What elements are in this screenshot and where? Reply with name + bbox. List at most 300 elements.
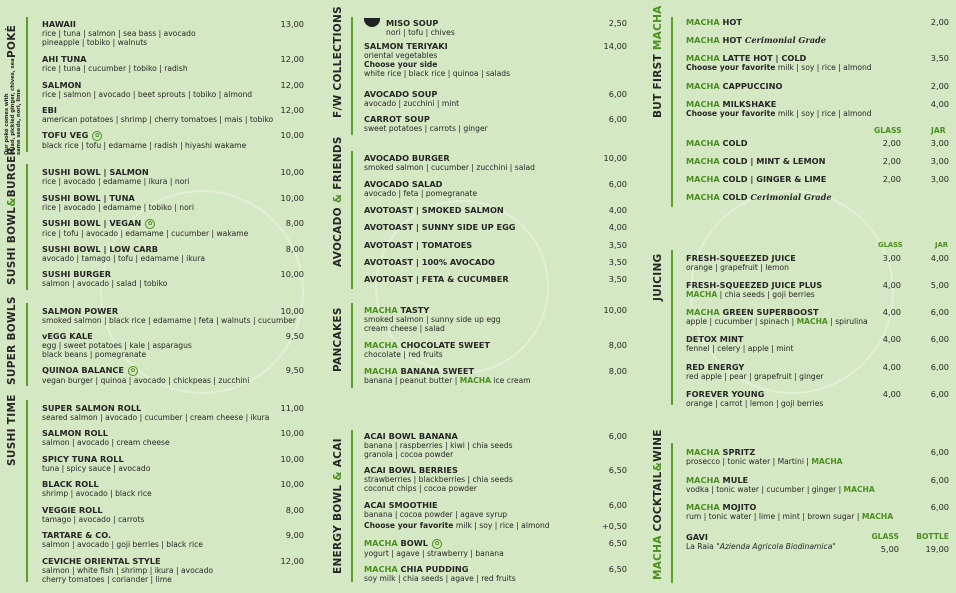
item-name: AVOCADO BURGER [364,153,450,163]
list-item [42,365,304,385]
section-title-energy-bowl-acai [332,435,344,577]
vegan-leaf-icon: ✿ [432,539,442,549]
list-item [42,244,304,263]
item-description: apple | cucumber | spinach | [686,317,797,326]
item-description: fennel | celery | apple | mint [686,344,794,353]
item-description: rice | tuna | cucumber | tobiko | radish [42,64,188,73]
section-title-juicing: JUICING [652,253,664,301]
list-item [364,465,627,493]
item-price: 3,50 [930,53,949,63]
section-divider [26,400,28,582]
list-item [364,366,627,385]
item-name-prefix: MACHA [364,340,398,350]
item-name: AVOCADO SALAD [364,179,443,189]
item-price: 9,00 [285,530,304,540]
item-name-prefix: MACHA [686,447,720,457]
item-price: 12,00 [280,80,304,90]
item-description: granola | cocoa powder [364,450,454,460]
item-price-jar: 6,00 [930,389,949,399]
item-name: TARTARE & CO. [42,530,112,540]
item-name: SUSHI BOWL | TUNA [42,193,135,203]
item-name-prefix: MACHA [686,156,720,166]
list-item [686,280,949,299]
item-name: GREEN SUPERBOOST [722,307,819,317]
section-divider [351,17,353,135]
item-description: vodka | tonic water | cucumber | ginger | [686,485,844,494]
item-price-bottle: 19,00 [925,544,949,554]
list-item [42,505,304,524]
list-item [42,105,304,124]
list-item [42,403,304,422]
vegan-leaf-icon: ✿ [92,131,102,141]
list-item [42,454,304,473]
list-item [686,334,949,353]
list-item [686,389,949,408]
section-title-part: FRIENDS [332,136,344,190]
list-item [686,156,949,166]
section-title-ampersand: & [332,193,344,204]
item-description: cream cheese | salad [364,324,445,334]
list-item [686,81,949,91]
item-price: 3,50 [608,257,627,267]
item-description: orange | carrot | lemon | goji berries [686,399,824,408]
item-description: salmon | avocado | salad | tobiko [42,279,168,288]
item-price-jar: 4,00 [930,253,949,263]
item-price: 2,00 [930,17,949,27]
list-item [42,80,304,99]
item-price: 10,00 [280,193,304,203]
item-name: SPICY TUNA ROLL [42,454,124,464]
list-item [686,17,949,27]
section-title-sushi-bowl-burger [6,147,18,285]
item-price: 3,50 [608,240,627,250]
item-description: cherry tomatoes | coriander | lime [42,575,172,585]
section-divider [671,17,673,207]
item-description: milk | soy | rice | almond [775,63,872,72]
list-item [42,130,304,150]
list-item [42,54,304,73]
item-price-glass: 4,00 [882,280,901,290]
item-price: 10,00 [280,479,304,489]
item-price: 14,00 [603,41,627,51]
item-price-glass: 2,00 [882,156,901,166]
section-title-part: AVOCADO [332,207,344,267]
item-name: vEGG KALE [42,331,93,341]
item-description: seared salmon | avocado | cucumber | cream cheese | ikura [42,413,270,422]
item-price: 10,00 [603,305,627,315]
item-description: | spirulina [827,317,868,326]
item-name: MILKSHAKE [722,99,777,109]
item-price: 8,00 [285,505,304,515]
item-price: 8,00 [608,366,627,376]
list-item [686,192,949,202]
item-price: 10,00 [280,130,304,140]
item-name: AVOTOAST | 100% AVOCADO [364,257,495,267]
item-name: ACAI SMOOTHIE [364,500,438,510]
section-title-pancakes: PANCAKES [332,307,344,373]
list-item [42,479,304,498]
item-name: HOT [722,17,742,27]
item-name-prefix: MACHA [686,53,720,63]
item-price: 10,00 [280,269,304,279]
item-price-jar: 3,00 [930,174,949,184]
poke-note [4,58,22,155]
item-price-glass: 2,00 [882,138,901,148]
item-description: tamago | avocado | carrots [42,515,145,524]
item-name-prefix: MACHA [686,99,720,109]
list-item [364,222,627,232]
item-name: SALMON POWER [42,306,119,316]
section-title-part: SUSHI BOWL [6,206,18,285]
list-item [364,538,627,558]
section-title-part: COCKTAIL [652,471,664,536]
item-price-glass: 4,00 [882,334,901,344]
item-name: AVOTOAST | FETA & CUCUMBER [364,274,509,284]
item-price-jar: 6,00 [930,334,949,344]
item-subheading: Choose your side [364,60,438,70]
item-description: La Raia [686,542,717,551]
item-name: HAWAII [42,19,76,29]
item-price: 10,00 [280,167,304,177]
item-name: SALMON [42,80,82,90]
item-price: 6,50 [608,538,627,548]
item-description-highlight: MACHA [861,512,894,521]
item-name: SUSHI BOWL | LOW CARB [42,244,158,254]
list-item [42,218,304,238]
item-description: tuna | spicy sauce | avocado [42,464,151,473]
section-title-sushi-time: SUSHI TIME [6,394,18,466]
list-item [364,205,627,215]
item-price: 8,00 [285,244,304,254]
item-name: SUSHI BOWL | SALMON [42,167,149,177]
item-name-prefix: MACHA [364,366,398,376]
section-divider [26,164,28,290]
item-price: 13,00 [280,19,304,29]
list-item [686,174,949,184]
item-description: banana | cocoa powder | agave syrup [364,510,508,519]
item-name: VEGGIE ROLL [42,505,103,515]
menu-column-3 [648,0,952,593]
item-name: SALMON TERIYAKI [364,41,448,51]
list-item [364,521,627,530]
list-item [364,89,627,108]
item-description: american potatoes | shrimp | cherry tomatoes | mais | tobiko [42,115,274,124]
item-description: salmon | avocado | goji berries | black rice [42,540,203,549]
item-name: ACAI BOWL BANANA [364,431,458,441]
column-header-glass: GLASS [874,126,902,135]
item-price-jar: 3,00 [930,138,949,148]
item-name-prefix: MACHA [686,192,720,202]
list-item [364,274,627,284]
item-price: 6,00 [930,475,949,485]
item-name: EBI [42,105,57,115]
item-price: +0,50 [601,521,627,531]
list-item [686,138,949,148]
item-price: 10,00 [280,428,304,438]
list-item [686,253,949,272]
item-description-highlight: MACHA [796,317,828,326]
item-name-prefix: MACHA [364,564,398,574]
item-description: chocolate | red fruits [364,350,443,359]
item-price: 12,00 [280,54,304,64]
item-description: orange | grapefruit | lemon [686,263,789,272]
list-item [364,500,627,519]
list-item [364,257,627,267]
item-subheading: Choose your favorite [364,521,454,530]
item-price: 6,00 [930,502,949,512]
section-title-ampersand: & [6,197,18,207]
soup-bowl-icon [364,18,380,27]
list-item [364,153,627,172]
item-name: QUINOA BALANCE [42,365,125,375]
section-divider [351,430,353,582]
section-title-part: ENERGY BOWL [332,484,344,574]
item-price: 12,00 [280,556,304,566]
item-description: rum | tonic water | lime | mint | brown sugar | [686,512,862,521]
item-price-jar: 5,00 [930,280,949,290]
item-name: HOT [722,35,742,45]
item-description: nori | tofu | chives [386,28,455,37]
list-item [42,428,304,447]
item-price: 9,50 [285,365,304,375]
list-item [42,556,304,584]
section-divider [26,303,28,386]
list-item [42,193,304,212]
item-price-glass: 3,00 [882,253,901,263]
item-description: black beans | pomegranate [42,350,147,360]
item-price: 4,00 [608,205,627,215]
column-header-jar: JAR [935,241,949,249]
item-description-highlight: MACHA [811,457,843,466]
section-title-ampersand: & [332,471,344,481]
item-price: 11,00 [280,403,304,413]
item-price-jar: 3,00 [930,156,949,166]
section-divider [671,250,673,405]
section-title-fw-collections: F/W COLLECTIONS [332,6,344,118]
item-name: GAVI [686,532,708,542]
poke-note-line-3: same seeds, nori, lime [16,89,22,155]
list-item [42,306,304,325]
list-item [42,331,304,359]
section-title-part: MACHA [652,535,664,580]
list-item [364,564,627,583]
item-description: coconut chips | cocoa powder [364,484,477,494]
item-name: BOWL [400,538,428,548]
item-name: BANANA SWEET [400,366,475,376]
item-name: FRESH-SQUEEZED JUICE [686,253,796,263]
item-description: avocado | feta | pomegranate [364,189,478,198]
menu-column-1 [0,0,310,593]
list-item [686,307,949,326]
list-item [364,18,627,37]
item-name: AVOTOAST | SUNNY SIDE UP EGG [364,222,516,232]
item-name-prefix: MACHA [686,81,720,91]
item-price: 6,00 [608,89,627,99]
list-item [686,362,949,381]
item-price: 10,00 [280,454,304,464]
column-header-glass: GLASS [878,241,903,249]
section-title-part: BUT FIRST [652,50,664,118]
section-title-macha-cocktail-wine [652,429,664,580]
section-title-part: WINE [652,429,664,462]
item-name: CARROT SOUP [364,114,430,124]
item-description: milk | soy | rice | almond [775,109,872,118]
list-item [686,502,949,521]
item-name-prefix: MACHA [686,174,720,184]
section-title-super-bowls: SUPER BOWLS [6,296,18,385]
poke-note-line-1: Our poké comes with [4,93,10,155]
item-description: sweet potatoes | carrots | ginger [364,124,488,133]
item-price: 10,00 [603,153,627,163]
item-description: salmon | white fish | shrimp | ikura | avocado [42,566,214,575]
item-price: 6,00 [608,431,627,441]
item-description: vegan burger | quinoa | avocado | chickpeas | zucchini [42,375,250,385]
item-name-prefix: MACHA [686,502,720,512]
item-name: SUSHI BOWL | VEGAN [42,218,142,228]
item-description: yogurt | agave | strawberry | banana [364,548,504,558]
item-description: rice | salmon | avocado | beet sprouts | tobiko | almond [42,90,253,99]
item-price: 2,00 [930,81,949,91]
section-divider [351,151,353,289]
column-header-glass: GLASS [871,532,899,541]
item-name: COLD | MINT & LEMON [722,156,826,166]
item-name: CEVICHE ORIENTAL STYLE [42,556,161,566]
item-description: avocado | tamago | tofu | edamame | ikura [42,254,206,263]
item-price: 8,00 [608,340,627,350]
section-title-ampersand: & [652,461,664,472]
list-item [686,99,949,118]
item-description: rice | tuna | salmon | sea bass | avocado [42,29,196,38]
item-price: 6,50 [608,564,627,574]
section-title-poke: POKÈ [6,24,18,58]
list-item [42,269,304,288]
item-description: rice | tofu | avocado | edamame | cucumber | wakame [42,228,249,238]
column-header-bottle: BOTTLE [916,532,949,541]
poke-note-line-2: salad, pickled ginger, chives, sea [10,58,16,155]
item-subheading: Choose your favorite [686,109,776,118]
section-divider [671,443,673,583]
item-price: 10,00 [280,306,304,316]
item-description: red apple | pear | grapefruit | ginger [686,372,824,381]
item-description: banana | peanut butter | [364,376,460,385]
list-item [686,532,949,554]
item-description: smoked salmon | black rice | edamame | feta | walnuts | cucumber [42,316,296,325]
list-item [364,114,627,133]
item-name: AVOTOAST | SMOKED SALMON [364,205,504,215]
item-name: MULE [722,475,749,485]
list-item [364,305,627,333]
item-price-glass: 4,00 [882,362,901,372]
item-price: 4,00 [608,222,627,232]
item-price: 2,50 [608,18,627,28]
item-description: prosecco | tonic water | Martini | [686,457,812,466]
item-description: avocado | zucchini | mint [364,99,460,108]
column-header-jar: JAR [931,126,946,135]
item-name: FRESH-SQUEEZED JUICE PLUS [686,280,823,290]
list-item [686,475,949,494]
item-price: 9,50 [285,331,304,341]
item-grade: Cerimonial Grade [750,192,832,202]
item-name: AVOCADO SOUP [364,89,438,99]
item-price: 3,50 [608,274,627,284]
item-name-prefix: MACHA [364,305,398,315]
item-price-glass: 4,00 [882,307,901,317]
item-name: TASTY [400,305,430,315]
item-price: 6,50 [608,465,627,475]
item-description: smoked salmon | cucumber | zucchini | salad [364,163,535,172]
item-description: strawberries | blackberries | chia seeds [364,475,513,484]
item-name: SALMON ROLL [42,428,108,438]
item-name: SUSHI BURGER [42,269,112,279]
item-description: white rice | black rice | quinoa | salads [364,69,511,79]
item-name: FOREVER YOUNG [686,389,765,399]
item-name: TOFU VEG [42,130,89,140]
item-name: AVOTOAST | TOMATOES [364,240,473,250]
list-item [42,530,304,549]
item-name-prefix: MACHA [686,307,720,317]
section-title-part: BURGER [6,147,18,198]
item-name: COLD [722,192,748,202]
item-price: 6,00 [608,179,627,189]
item-name: CHIA PUDDING [400,564,469,574]
section-divider [26,17,28,152]
item-price-glass: 5,00 [880,544,899,554]
vegan-leaf-icon: ✿ [145,219,155,229]
item-description: "Azienda Agricola Biodinamica" [716,542,836,551]
item-name-prefix: MACHA [364,538,398,548]
item-description-highlight: MACHA [459,376,491,385]
list-item [686,447,949,466]
list-item [42,167,304,186]
section-title-but-first-macha [652,5,664,118]
item-price-glass: 4,00 [882,389,901,399]
item-description: pineapple | tobiko | walnuts [42,38,148,48]
item-description: banana | raspberries | kiwi | chia seeds [364,441,513,450]
item-name: DETOX MINT [686,334,744,344]
list-item [364,41,627,79]
item-description: ice cream [490,376,531,385]
list-item [364,431,627,459]
item-description-highlight: MACHA [686,290,718,299]
item-name: COLD [722,138,748,148]
item-name-prefix: MACHA [686,35,720,45]
item-name-prefix: MACHA [686,138,720,148]
item-name: SUPER SALMON ROLL [42,403,142,413]
item-description: shrimp | avocado | black rice [42,489,152,498]
item-description: milk | soy | rice | almond [453,521,550,530]
list-item [364,240,627,250]
item-price: 4,00 [930,99,949,109]
item-description-highlight: MACHA [843,485,875,494]
section-title-part: ACAI [332,438,344,468]
item-price-glass: 2,00 [882,174,901,184]
list-item [364,179,627,198]
item-grade: Cerimonial Grade [744,35,826,45]
item-subheading: Choose your favorite [686,63,776,72]
item-price-jar: 6,00 [930,307,949,317]
item-name: BLACK ROLL [42,479,99,489]
menu-column-2 [328,0,634,593]
vegan-leaf-icon: ✿ [128,366,138,376]
item-name: ACAI BOWL BERRIES [364,465,458,475]
item-price: 12,00 [280,105,304,115]
item-price-jar: 6,00 [930,362,949,372]
item-description: soy milk | chia seeds | agave | red fruits [364,574,516,583]
item-name: MOJITO [722,502,757,512]
item-price: 6,00 [930,447,949,457]
item-price: 6,00 [608,500,627,510]
list-item [42,19,304,47]
